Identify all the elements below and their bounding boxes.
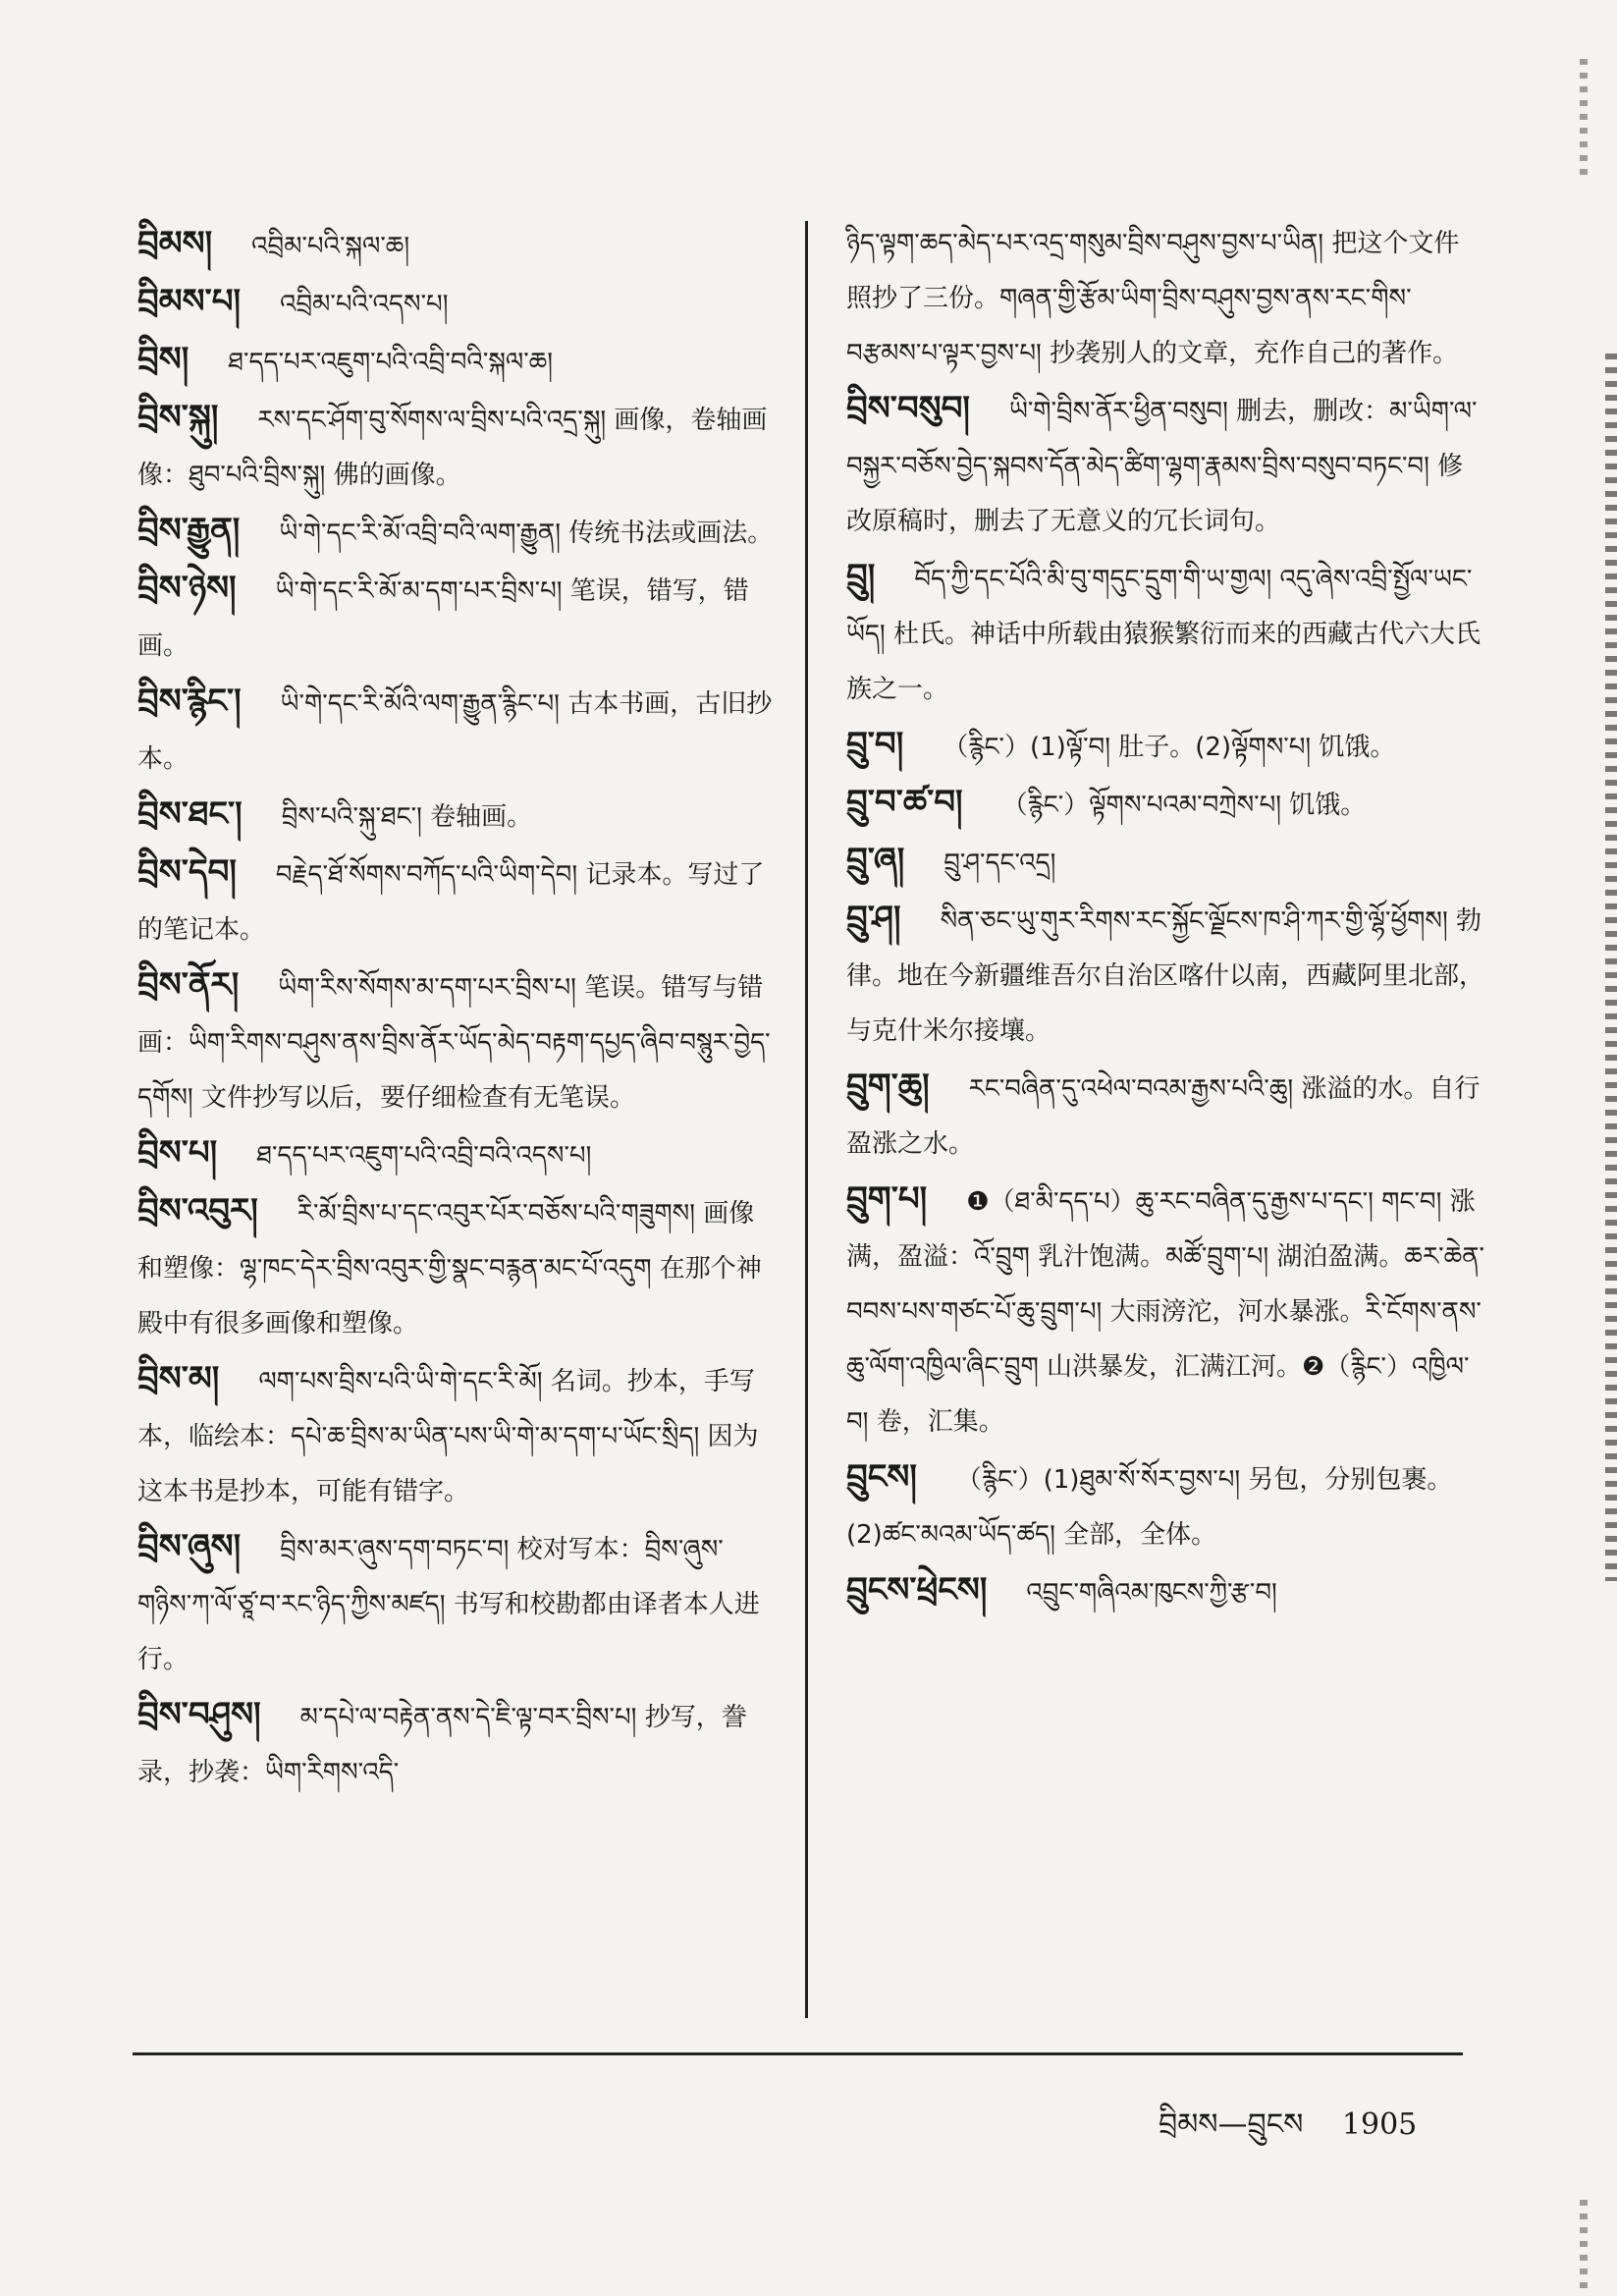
dictionary-entry bbox=[846, 717, 1484, 775]
definition: ཡིག་རིས་སོགས་མ་དག་པར་བྲིས་པ། 笔误。错写与错画：ཡིག་རིགས་བཤུས་ནས་བྲིས་ནོར་ཡོད་མེད་བརྟག་དཔྱད་ཞིབ་བསྙུར་བྱེད་དགོས། 文件抄写以后，要仔细检查有无笔误。 bbox=[137, 973, 771, 1113]
dictionary-entry bbox=[137, 674, 776, 787]
definition: རས་དང་ཤོག་བུ་སོགས་ལ་བྲིས་པའི་འདྲ་སྐུ། 画像，卷轴画像：ཐུབ་པའི་བྲིས་སྐུ། 佛的画像。 bbox=[137, 406, 768, 490]
definition: ཡི་གེ་དང་རི་མོའི་ལག་རྒྱུན་རྙིང་པ། 古本书画，古旧抄本。 bbox=[137, 689, 773, 774]
definition: མ་དཔེ་ལ་བརྟེན་ནས་དེ་ཇི་ལྟ་བར་བྲིས་པ། 抄写，誊录，抄袭：ཡིག་རིགས་འདི་ bbox=[137, 1703, 747, 1787]
headword: བྲིས་ཉེས། bbox=[137, 569, 237, 608]
dictionary-entry bbox=[137, 216, 776, 274]
dictionary-entry bbox=[137, 957, 776, 1125]
definition: ཡི་གེ་དང་རི་མོ་མ་དག་པར་བྲིས་པ། 笔误，错写，错画。 bbox=[137, 576, 749, 661]
dictionary-entry bbox=[846, 1059, 1484, 1172]
page-footer bbox=[1159, 2092, 1417, 2174]
headword: བྲུ་བ་ཚ་བ། bbox=[846, 783, 963, 822]
headword: བྲིས་པ། bbox=[137, 1133, 218, 1173]
definition: ཐ་དད་པར་འཇུག་པའི་འབྲི་བའི་སྐལ་ཆ། bbox=[228, 348, 553, 377]
dictionary-entry bbox=[137, 1351, 776, 1519]
headword: བྲིས་བསུབ། bbox=[846, 389, 970, 428]
headword: བྲུ་ཞ། bbox=[846, 841, 905, 880]
running-head: བྲིམས—བྲུངས bbox=[1159, 2107, 1304, 2142]
page-edge-marks-bottom bbox=[1580, 2200, 1588, 2288]
definition: ཐ་དད་པར་འཇུག་པའི་འབྲི་བའི་འདས་པ། bbox=[256, 1141, 592, 1171]
headword: བྲིས་བཤུས། bbox=[137, 1695, 261, 1734]
headword: བྲིས་ནོར། bbox=[137, 965, 240, 1005]
headword: བྲིས་འབུར། bbox=[137, 1191, 258, 1230]
definition: བོད་ཀྱི་དང་པོའི་མི་བུ་གདུང་དྲུག་གི་ཡ་གྱལ། འདུ་ཞེས་འབྲི་སྤྱོལ་ཡང་ཡོད། 杜氏。神话中所载由猿猴繁衍而来的西藏古代六大氏族之一。 bbox=[846, 565, 1481, 704]
definition: འབྲིམ་པའི་འདས་པ། bbox=[280, 290, 449, 319]
dictionary-entry bbox=[846, 216, 1484, 381]
dictionary-entry bbox=[846, 381, 1484, 549]
definition: བྲིས་པའི་སྐུ་ཐང་། 卷轴画。 bbox=[281, 802, 533, 832]
dictionary-entry bbox=[846, 549, 1484, 717]
headword: བྲིས་སྐུ། bbox=[137, 398, 219, 437]
definition: ལག་པས་བྲིས་པའི་ཡི་གེ་དང་རི་མོ། 名词。抄本，手写本，临绘本：དཔེ་ཆ་བྲིས་མ་ཡིན་པས་ཡི་གེ་མ་དག་པ་ཡོང་སྲིད། 因为这本书是抄本，可能有错字。 bbox=[137, 1367, 759, 1506]
headword: བྲུ། bbox=[846, 557, 876, 596]
headword: བྲིས་རྒྱུན། bbox=[137, 511, 241, 550]
definition: （རྙིང་）(1)ཐུམ་སོ་སོར་བྱས་པ། 另包，分别包裹。(2)ཚང་མའམ་ཡོད་ཚད། 全部，全体。 bbox=[846, 1465, 1453, 1550]
definition: བྲུ་ཤ་དང་འདྲ། bbox=[943, 848, 1056, 878]
headword: བྲིས་མ། bbox=[137, 1359, 220, 1398]
dictionary-entry bbox=[137, 503, 776, 561]
dictionary-entry bbox=[846, 775, 1484, 833]
dictionary-entry bbox=[846, 1562, 1484, 1620]
dictionary-entry bbox=[846, 891, 1484, 1059]
headword: བྲིམས། bbox=[137, 224, 213, 263]
dictionary-entry bbox=[846, 833, 1484, 891]
definition: འབྲིམ་པའི་སྐལ་ཆ། bbox=[251, 232, 410, 261]
headword: བྲུ་བ། bbox=[846, 725, 904, 764]
definition: རང་བཞིན་དུ་འཕེལ་བའམ་རྒྱས་པའི་ཆུ། 涨溢的水。自行盈涨之水。 bbox=[846, 1074, 1481, 1159]
definition: རི་མོ་བྲིས་པ་དང་འབུར་པོར་བཅོས་པའི་གཟུགས། 画像和塑像：ལྷ་ཁང་དེར་བྲིས་འབུར་གྱི་སྣང་བརྙན་མང་པོ་འདུག 在那个神殿中有很多画像和塑像。 bbox=[137, 1199, 762, 1339]
dictionary-entry bbox=[137, 845, 776, 957]
column-divider bbox=[805, 221, 808, 2018]
definition: （རྙིང་）(1)ལྟོ་བ། 肚子。(2)ལྟོགས་པ། 饥饿。 bbox=[943, 733, 1396, 762]
definition: བྲིས་མར་ཞུས་དག་བཏང་བ། 校对写本：བྲིས་ཞུས་གཉིས་ཀ་ལོ་ཙཱ་བ་རང་ཉིད་ཀྱིས་མཛད། 书写和校勘都由译者本人进行。 bbox=[137, 1535, 760, 1674]
headword: བྲུག་ཆུ། bbox=[846, 1066, 930, 1106]
page-edge-marks bbox=[1605, 354, 1617, 1581]
dictionary-entry bbox=[846, 1449, 1484, 1562]
headword: བྲིས་རྙིང་། bbox=[137, 682, 242, 721]
dictionary-entry bbox=[137, 787, 776, 845]
definition: （རྙིང་）ལྟོགས་པའམ་བཀྲེས་པ། 饥饿。 bbox=[1001, 791, 1367, 820]
dictionary-entry bbox=[137, 390, 776, 503]
definition: བརྗེད་ཐོ་སོགས་བཀོད་པའི་ཡིག་དེབ། 记录本。写过了的笔记本。 bbox=[137, 860, 765, 945]
headword: བྲུ་ཤ། bbox=[846, 899, 901, 938]
dictionary-entry bbox=[137, 274, 776, 332]
dictionary-entry bbox=[137, 1687, 776, 1800]
definition: སིན་ཅང་ཡུ་གུར་རིགས་རང་སྐྱོང་ལྗོངས་ཁ་ཤི་ཀར་གྱི་ལྷོ་ཕྱོགས། 勃律。地在今新疆维吾尔自治区喀什以南，西藏阿里北部，与克什米尔接壤。 bbox=[846, 906, 1485, 1046]
headword: བྲིས་ཐང་། bbox=[137, 794, 243, 834]
definition: ❶（ཐ་མི་དད་པ）ཆུ་རང་བཞིན་དུ་རྒྱས་པ་དང་། གང་བ། 涨满，盈溢：འོ་བྲུག 乳汁饱满。མཚོ་བྲུག་པ། 湖泊盈满。ཆར་ཆེན་བབས་པས་གཙང་པོ་ཆུ་བྲུག་པ། 大雨滂沱，河水暴涨。རི་ངོགས་ནས་ཆུ་ལོག་འཁྱིལ་ཞིང་བྲུག 山洪暴发，汇满江河。❷（རྙིང་）འཁྱིལ་བ། 卷，汇集。 bbox=[846, 1187, 1484, 1437]
dictionary-entry bbox=[137, 1183, 776, 1351]
dictionary-entry bbox=[137, 1519, 776, 1687]
right-column bbox=[846, 216, 1484, 1620]
definition: འབྲུང་གཞིའམ་ཁུངས་ཀྱི་རྩ་བ། bbox=[1026, 1578, 1277, 1608]
page-edge-marks-top bbox=[1580, 59, 1588, 177]
dictionary-entry bbox=[137, 561, 776, 674]
dictionary-entry bbox=[846, 1172, 1484, 1449]
headword: བྲུག་པ། bbox=[846, 1179, 928, 1219]
headword: བྲིས་དེབ། bbox=[137, 852, 237, 892]
dictionary-entry bbox=[137, 1125, 776, 1183]
footer-rule bbox=[133, 2052, 1463, 2055]
definition: ཡི་གེ་བྲིས་ནོར་ཕྱིན་བསུབ། 删去，删改：མ་ཡིག་ལ་བསྐྱར་བཅོས་བྱེད་སྐབས་དོན་མེད་ཚིག་ལྷག་རྣམས་བྲིས་བསུབ་བཏང་བ། 修改原稿时，删去了无意义的冗长词句。 bbox=[846, 397, 1478, 536]
definition: ཡི་གེ་དང་རི་མོ་འབྲི་བའི་ལག་རྒྱུན། 传统书法或画法。 bbox=[279, 519, 774, 548]
headword: བྲུངས་ཕྲེངས། bbox=[846, 1570, 988, 1610]
headword: བྲིས་ཞུས། bbox=[137, 1527, 242, 1566]
dictionary-entry bbox=[137, 332, 776, 390]
headword: བྲིས། bbox=[137, 340, 189, 379]
definition: ཉིད་ལྟག་ཆད་མེད་པར་འདྲ་གསུམ་བྲིས་བཤུས་བྱས་པ་ཡིན། 把这个文件照抄了三份。གཞན་གྱི་རྩོམ་ཡིག་བྲིས་བཤུས་བྱས་ནས་རང་གིས་བརྩམས་པ་ལྟར་བྱས་པ། 抄袭别人的文章，充作自己的著作。 bbox=[846, 229, 1460, 368]
left-column bbox=[137, 216, 776, 1800]
page-number: 1905 bbox=[1341, 2107, 1418, 2142]
headword: བྲིམས་པ། bbox=[137, 282, 242, 321]
headword: བྲུངས། bbox=[846, 1457, 917, 1497]
